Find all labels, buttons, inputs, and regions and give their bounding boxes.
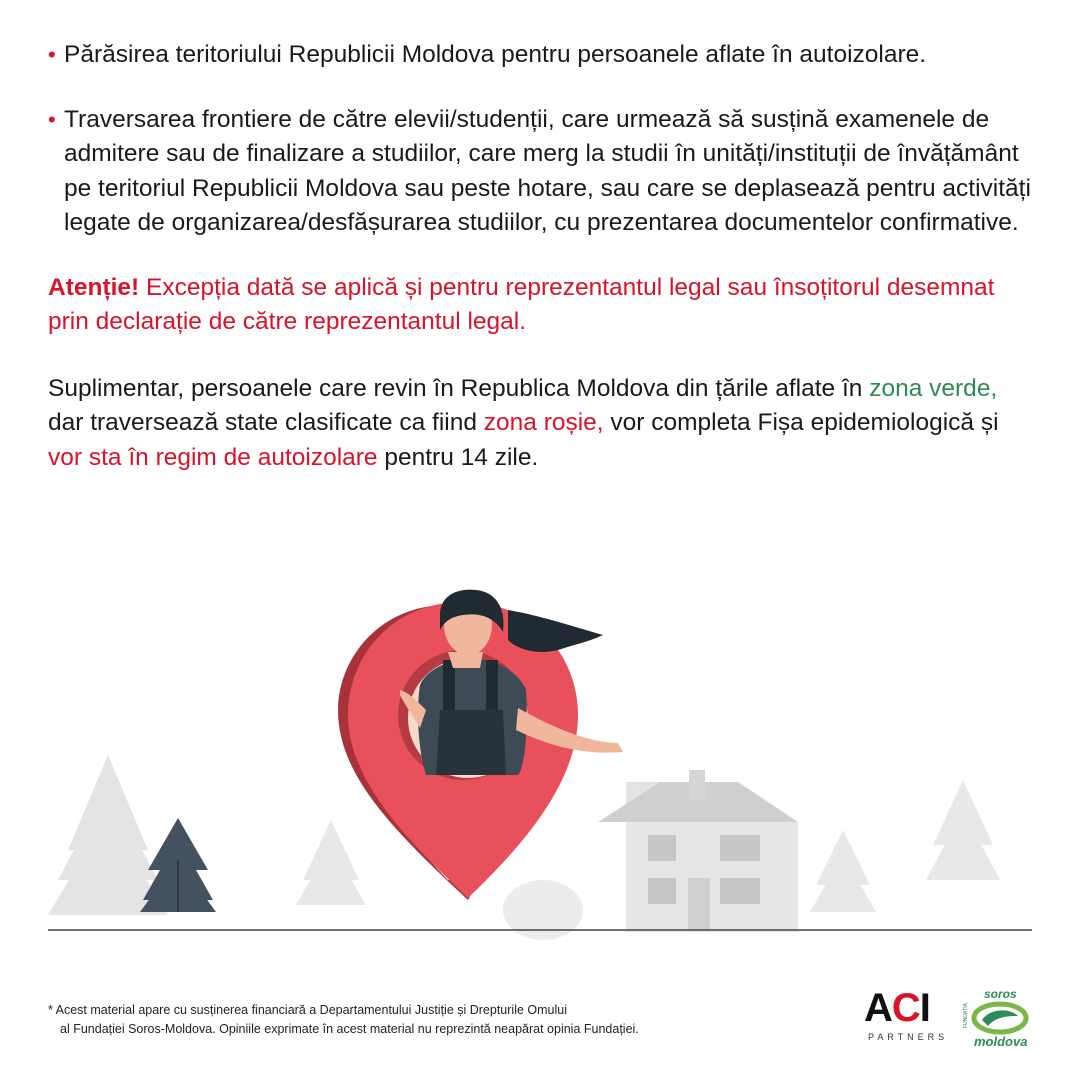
tree-icon <box>296 820 366 905</box>
bush <box>503 880 583 940</box>
tree-icon <box>926 780 1000 880</box>
red-zone-text: zona roșie, <box>483 409 604 436</box>
footnote-line-2: al Fundației Soros-Moldova. Opiniile exprimate în acest material nu reprezintă neapărat opinia Fundației. <box>60 1022 639 1036</box>
house-icon <box>598 770 798 932</box>
bullet-item-1 <box>48 38 1038 73</box>
bullet-item-2 <box>48 103 1038 241</box>
bullet-text-1: Părăsirea teritoriului Republicii Moldova pentru persoanele aflate în autoizolare. <box>64 41 927 68</box>
soros-side-text: FUNDAȚIA <box>963 1003 969 1028</box>
bullet-text-2: Traversarea frontiere de către elevii/studenții, care urmează să susțină examenele de admitere sau de finalizare a studiilor, care merg la studii în unități/instituții de învățământ pe teritoriul Republicii Moldova sau peste hotare, sau care se deplasează pentru activități legate de organizarea/desfășurarea studiilor, cu prezentarea documentelor confirmative. <box>64 105 1031 236</box>
attention-label: Atenție! <box>48 273 140 301</box>
supplement-text-2: dar traversează state clasificate ca fiind <box>48 409 484 436</box>
supplement-text-4: pentru 14 zile. <box>377 443 539 471</box>
tree-icon <box>810 830 876 912</box>
aci-partners-logo <box>864 986 949 1050</box>
aci-letter-c: C <box>891 986 920 1030</box>
supplement-text-3: vor completa Fișa epidemiologică și <box>603 409 999 436</box>
soros-moldova-logo <box>962 986 1036 1052</box>
footnote <box>48 1001 748 1039</box>
aci-wordmark <box>864 988 944 1028</box>
tree-icon <box>140 818 216 912</box>
aci-letter-i: I <box>919 986 930 1030</box>
footnote-line-1: * Acest material apare cu susținerea financiară a Departamentului Justiție și Drepturile Omului <box>48 1003 567 1017</box>
attention-text: Excepția dată se aplică și pentru reprezentantul legal sau însoțitorul desemnat prin declarație de către reprezentantul legal. <box>48 273 995 335</box>
self-isolation-text: vor sta în regim de autoizolare <box>48 443 378 471</box>
main-content <box>48 38 1038 475</box>
soros-bottom-text: moldova <box>974 1034 1028 1049</box>
green-zone-text: zona verde, <box>869 374 998 402</box>
supplement-text-1: Suplimentar, persoanele care revin în Republica Moldova din țările aflate în <box>48 374 870 402</box>
bullet-marker: • <box>48 42 56 67</box>
soros-top-text: soros <box>984 987 1017 1001</box>
bullet-marker: • <box>48 106 56 132</box>
aci-subtitle: PARTNERS <box>868 1032 949 1042</box>
supplement-paragraph <box>48 372 1038 476</box>
illustration <box>48 560 1032 940</box>
aci-letter-a: A <box>864 986 892 1030</box>
attention-note <box>48 271 1038 340</box>
